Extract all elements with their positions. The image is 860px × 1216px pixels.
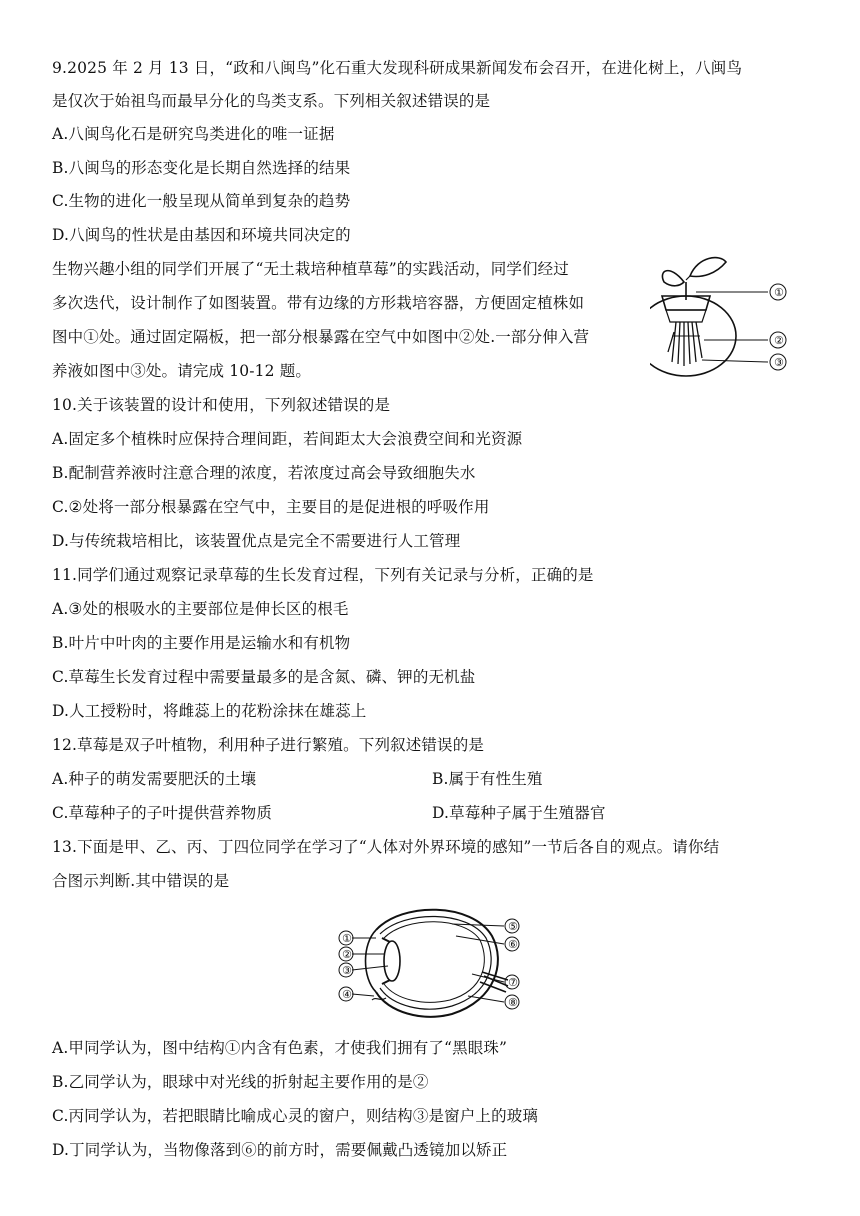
q9-option-a: A.八闽鸟化石是研究鸟类进化的唯一证据 [52,125,335,143]
strawberry-device-figure [650,252,800,380]
context-line3: 图中①处。通过固定隔板，把一部分根暴露在空气中如图中②处.一部分伸入营 [52,328,590,346]
q13-option-d: D.丁同学认为，当物像落到⑥的前方时，需要佩戴凸透镜加以矫正 [52,1141,508,1159]
eye-label-4: ④ [342,988,352,1001]
plant-label-1: ① [774,286,784,299]
eye-label-3: ③ [342,964,352,977]
eye-label-8: ⑧ [508,996,518,1009]
context-line1: 生物兴趣小组的同学们开展了“无土栽培种植草莓”的实践活动，同学们经过 [52,260,569,278]
q9-stem-line1: 9.2025 年 2 月 13 日，“政和八闽鸟”化石重大发现科研成果新闻发布会召开，在进化树上，八闽鸟 [52,59,743,77]
q10-stem: 10.关于该装置的设计和使用，下列叙述错误的是 [52,396,391,414]
lens [384,941,400,981]
eyeball-figure [332,896,532,1024]
q12-stem: 12.草莓是双子叶植物，利用种子进行繁殖。下列叙述错误的是 [52,736,485,754]
q12-option-a: A.种子的萌发需要肥沃的土壤 [52,770,257,788]
leaf-right [690,258,726,277]
q13-stem-line2: 合图示判断.其中错误的是 [52,872,230,890]
q11-stem: 11.同学们通过观察记录草莓的生长发育过程，下列有关记录与分析，正确的是 [52,566,594,584]
roots [668,322,702,366]
q13-option-c: C.丙同学认为，若把眼睛比喻成心灵的窗户，则结构③是窗户上的玻璃 [52,1107,539,1125]
q9-option-b: B.八闽鸟的形态变化是长期自然选择的结果 [52,159,351,177]
q10-option-c: C.②处将一部分根暴露在空气中，主要目的是促进根的呼吸作用 [52,498,490,516]
q11-option-a: A.③处的根吸水的主要部位是伸长区的根毛 [52,600,349,618]
context-line4: 养液如图中③处。请完成 10-12 题。 [52,362,312,380]
q11-option-b: B.叶片中叶肉的主要作用是运输水和有机物 [52,634,351,652]
q12-option-d: D.草莓种子属于生殖器官 [432,804,606,822]
eye-label-7: ⑦ [508,976,518,989]
q10-option-d: D.与传统栽培相比，该装置优点是完全不需要进行人工管理 [52,532,461,550]
q13-option-a: A.甲同学认为，图中结构①内含有色素，才使我们拥有了“黑眼珠” [52,1039,508,1057]
eye-label-5: ⑤ [508,920,518,933]
eye-label-2: ② [342,948,352,961]
cornea [366,930,377,992]
context-line2: 多次迭代，设计制作了如图装置。带有边缘的方形栽培容器，方便固定植株如 [52,294,585,312]
eye-label-6: ⑥ [508,938,518,951]
plant-label-2: ② [774,334,784,347]
strawberry-device-diagram [650,252,800,380]
plant-label-3: ③ [774,356,784,369]
q10-option-a: A.固定多个植株时应保持合理间距，若间距太大会浪费空间和光资源 [52,430,523,448]
eye-label-1: ① [342,932,352,945]
q13-stem-line1: 13.下面是甲、乙、丙、丁四位同学在学习了“人体对外界环境的感知”一节后各自的观点。请你结 [52,838,720,856]
q9-option-d: D.八闽鸟的性状是由基因和环境共同决定的 [52,226,351,244]
q9-stem-line2: 是仅次于始祖鸟而最早分化的鸟类支系。下列相关叙述错误的是 [52,92,491,110]
q11-option-d: D.人工授粉时，将雌蕊上的花粉涂抹在雄蕊上 [52,702,367,720]
eyeball-diagram [332,896,532,1024]
retina [384,922,484,1003]
q13-option-b: B.乙同学认为，眼球中对光线的折射起主要作用的是② [52,1073,429,1091]
q10-option-b: B.配制营养液时注意合理的浓度，若浓度过高会导致细胞失水 [52,464,476,482]
partition [666,310,706,322]
q12-option-c: C.草莓种子的子叶提供营养物质 [52,804,272,822]
q11-option-c: C.草莓生长发育过程中需要量最多的是含氮、磷、钾的无机盐 [52,668,476,686]
leaf-left [662,271,684,286]
q9-option-c: C.生物的进化一般呈现从简单到复杂的趋势 [52,192,351,210]
q12-option-b: B.属于有性生殖 [432,770,543,788]
